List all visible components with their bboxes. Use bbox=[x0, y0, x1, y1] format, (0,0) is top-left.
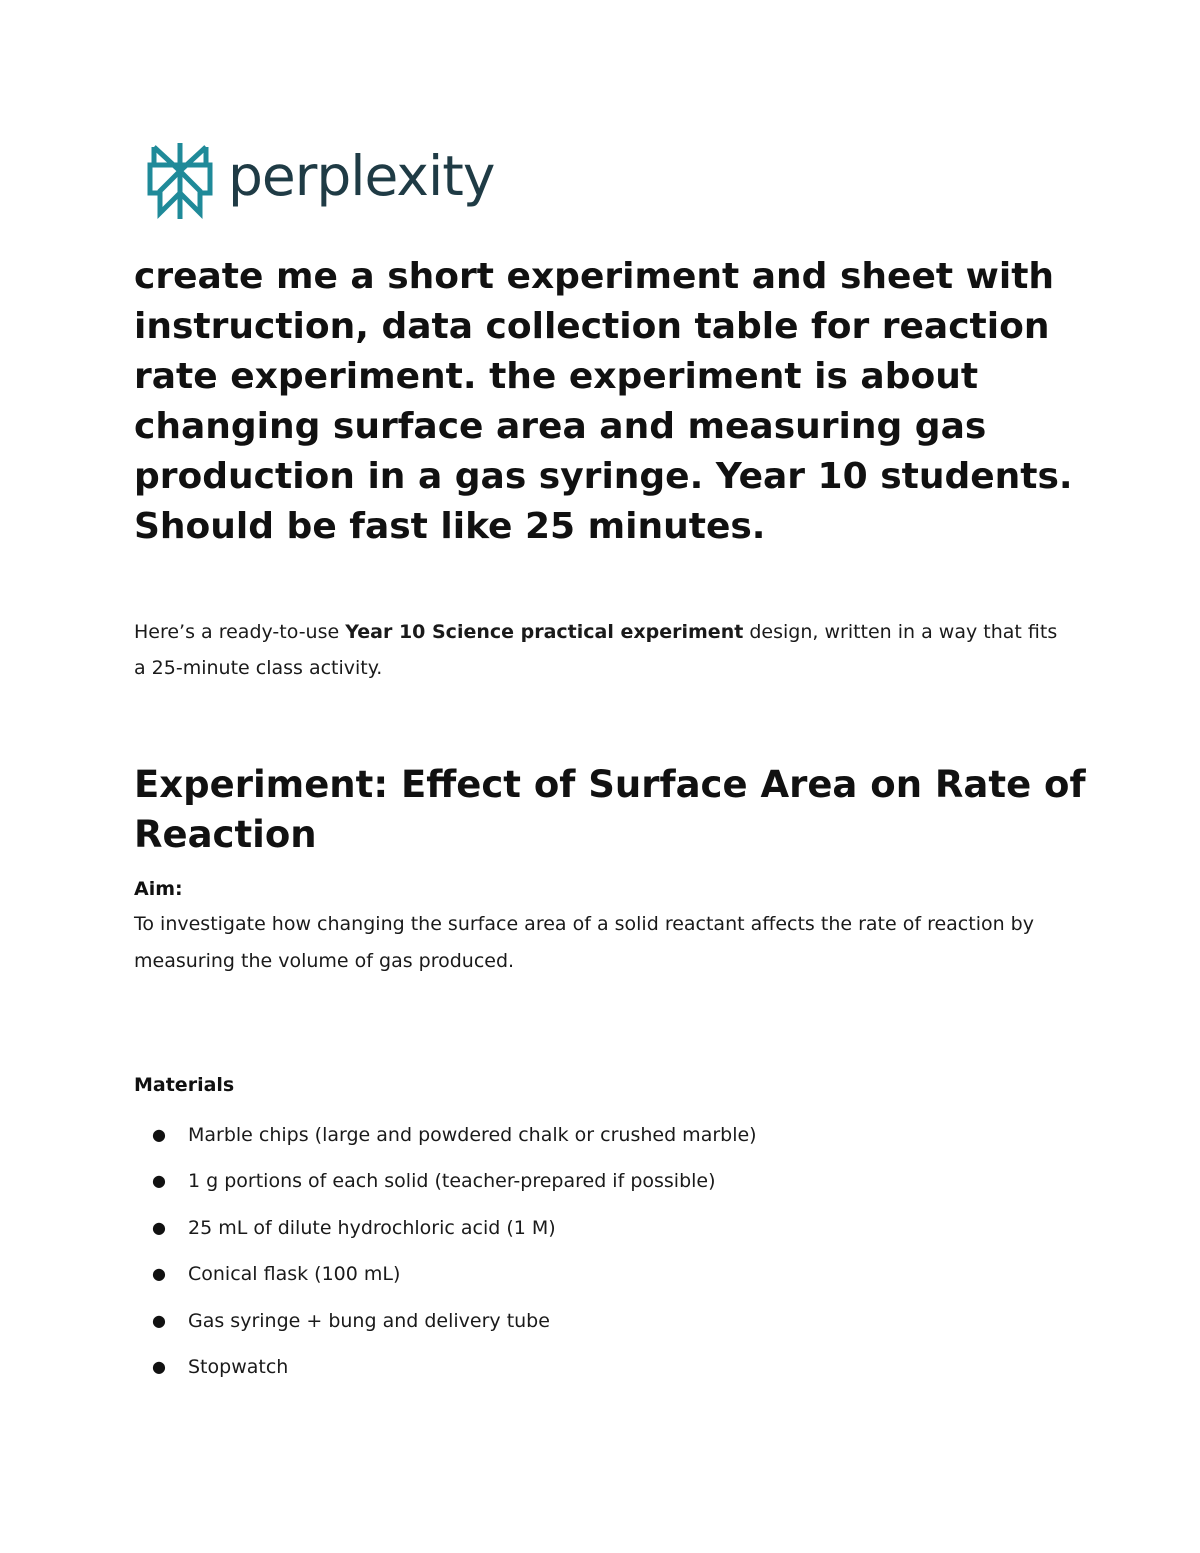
bullet-icon: ● bbox=[152, 1356, 166, 1376]
list-item-text: Marble chips (large and powdered chalk or crushed marble) bbox=[188, 1124, 757, 1146]
list-item-text: Gas syringe + bung and delivery tube bbox=[188, 1309, 550, 1332]
materials-heading: Materials bbox=[134, 1074, 235, 1096]
perplexity-wordmark: perplexity bbox=[228, 144, 495, 208]
list-item bbox=[134, 1257, 1034, 1303]
intro-bold-text: Year 10 Science practical experiment bbox=[345, 621, 744, 643]
list-item bbox=[134, 1304, 1034, 1350]
list-item-text: Stopwatch bbox=[188, 1355, 289, 1378]
bullet-icon: ● bbox=[152, 1310, 166, 1330]
list-item bbox=[134, 1350, 1034, 1396]
list-item-text: Conical flask (100 mL) bbox=[188, 1263, 401, 1286]
list-item-text: 1 g portions of each solid (teacher-prepared if possible) bbox=[188, 1170, 716, 1193]
intro-paragraph bbox=[134, 614, 1074, 686]
intro-text-after: design, written in a way that fits a 25-minute class activity. bbox=[134, 621, 1058, 679]
bullet-icon: ● bbox=[152, 1171, 166, 1191]
materials-list bbox=[134, 1118, 1034, 1396]
list-item-text: 25 mL of dilute hydrochloric acid (1 M) bbox=[188, 1216, 556, 1239]
list-item bbox=[134, 1118, 1034, 1164]
intro-text-before: Here’s a ready-to-use bbox=[134, 621, 346, 643]
aim-label: Aim: bbox=[134, 878, 183, 900]
perplexity-logo-icon bbox=[146, 141, 214, 221]
experiment-title: Experiment: Effect of Surface Area on Rate of Reaction bbox=[134, 763, 1086, 856]
bullet-icon: ● bbox=[152, 1264, 166, 1284]
list-item bbox=[134, 1211, 1034, 1257]
list-item bbox=[134, 1164, 1034, 1210]
perplexity-logo bbox=[146, 140, 494, 222]
aim-text: To investigate how changing the surface area of a solid reactant affects the rate of reaction by measuring the volume of gas produced. bbox=[134, 913, 1034, 972]
prompt-heading: create me a short experiment and sheet with instruction, data collection table for reaction rate experiment. the experiment is about changing surface area and measuring gas production in a gas syringe. Year 10 students. Should be fast like 25 minutes. bbox=[134, 256, 1073, 547]
bullet-icon: ● bbox=[152, 1125, 166, 1144]
bullet-icon: ● bbox=[152, 1217, 166, 1237]
